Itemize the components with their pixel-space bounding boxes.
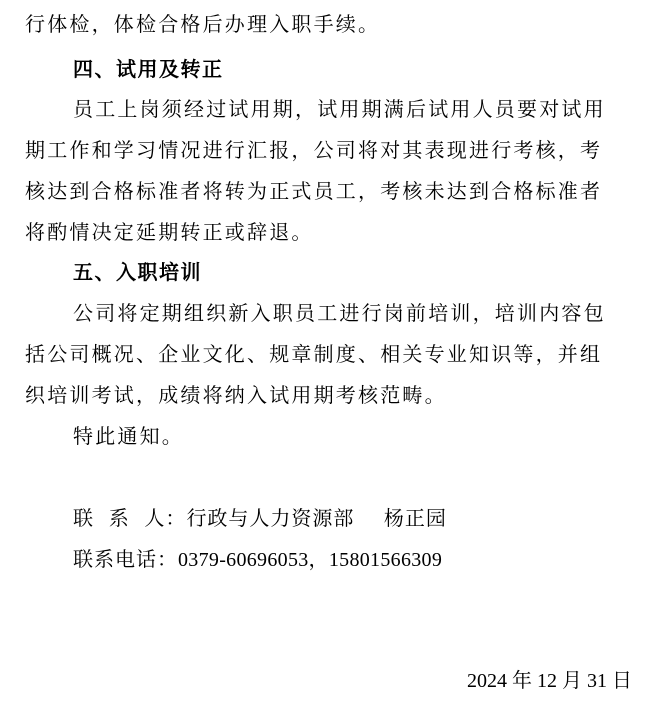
contact-phone-row (73, 545, 650, 574)
document-date: 2024 年 12 月 31 日 (467, 670, 632, 692)
paragraph-line: 员工上岗须经过试用期，试用期满后试用人员要对试用 (73, 97, 606, 121)
contact-phone-label: 联系电话： (73, 547, 178, 571)
contact-person-label: 联 系 人： (73, 506, 187, 530)
paragraph-line: 期工作和学习情况进行汇报，公司将对其表现进行考核，考 (25, 138, 603, 162)
section-heading-training: 五、入职培训 (73, 260, 202, 284)
paragraph-line: 公司将定期组织新入职员工进行岗前培训，培训内容包 (73, 301, 606, 325)
contact-person-value: 行政与人力资源部 杨正园 (186, 506, 447, 530)
section-heading-probation: 四、试用及转正 (73, 57, 224, 81)
contact-phone-value: 0379-60696053，15801566309 (178, 549, 443, 571)
paragraph-line: 织培训考试，成绩将纳入试用期考核范畴。 (25, 383, 447, 407)
paragraph-line: 行体检，体检合格后办理入职手续。 (25, 12, 381, 36)
paragraph-line: 核达到合格标准者将转为正式员工，考核未达到合格标准者 (25, 179, 603, 203)
paragraph-line: 将酌情决定延期转正或辞退。 (25, 220, 314, 244)
closing-line: 特此通知。 (73, 424, 184, 448)
contact-person-row (73, 504, 650, 532)
paragraph-line: 括公司概况、企业文化、规章制度、相关专业知识等，并组 (25, 342, 603, 366)
